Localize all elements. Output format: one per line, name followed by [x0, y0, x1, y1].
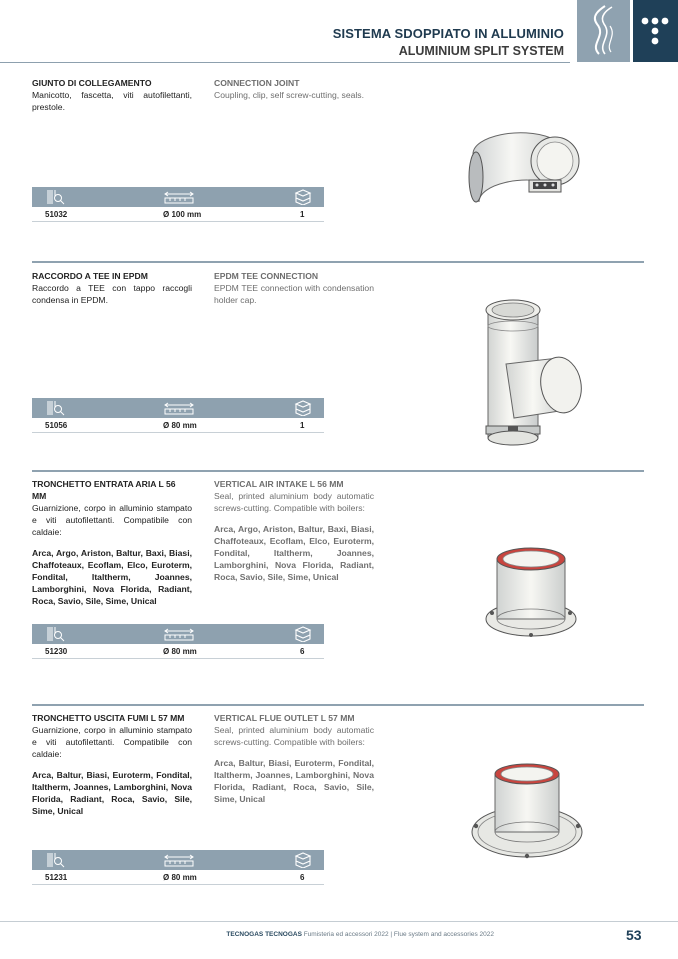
spec-row — [32, 645, 324, 659]
compatible-brands-en: Arca, Argo, Ariston, Baltur, Baxi, Biasi, Chaffoteaux, Ecoflam, Elco, Euroterm, Fondital, Italtherm, Joannes, Lamborghini, Nova Florida, Radiant, Roca, Savio, Sile, Sime, Unical — [214, 524, 374, 582]
product-text-en — [214, 77, 374, 101]
boxes-icon — [294, 852, 312, 868]
product-title-it: GIUNTO DI COLLEGAMENTO — [32, 78, 152, 88]
product-quantity: 6 — [300, 873, 305, 882]
compatible-brands-it: Arca, Argo, Ariston, Baltur, Baxi, Biasi, Chaffoteaux, Ecoflam, Elco, Euroterm, Fondital, Italtherm, Joannes, Lamborghini, Nova Florida, Radiant, Roca, Savio, Sile, Sime, Unical — [32, 548, 192, 606]
barcode-magnifier-icon — [47, 400, 65, 416]
flame-logo-box — [577, 0, 630, 62]
product-text-en — [214, 270, 374, 306]
product-desc-en: Seal, printed aluminium body automatic screws-cutting. Compatible with boilers: — [214, 491, 374, 513]
product-desc-it: Raccordo a TEE con tappo raccogli condensa in EPDM. — [32, 283, 192, 305]
product-title-en: VERTICAL FLUE OUTLET L 57 MM — [214, 713, 355, 723]
product-desc-en: EPDM TEE connection with condensation holder cap. — [214, 283, 374, 305]
smoke-swirl-icon — [577, 0, 630, 62]
product-desc-it: Manicotto, fascetta, viti autofilettanti, prestole. — [32, 90, 192, 112]
product-desc-it: Guarnizione, corpo in alluminio stampato e viti autofilettanti. Compatibile con caldaie: — [32, 725, 192, 759]
product-diameter: Ø 100 mm — [163, 210, 202, 219]
barcode-magnifier-icon — [47, 626, 65, 642]
product-title-en: EPDM TEE CONNECTION — [214, 271, 319, 281]
ruler-icon — [164, 400, 194, 416]
product-text-it — [32, 77, 192, 113]
footer-divider — [0, 921, 678, 922]
spec-row — [32, 871, 324, 885]
barcode-magnifier-icon — [47, 852, 65, 868]
product-quantity: 6 — [300, 647, 305, 656]
product-text-it — [32, 478, 192, 607]
product-desc-it: Guarnizione, corpo in alluminio stampato e viti autofilettanti. Compatibile con caldaie: — [32, 503, 192, 537]
header-title-en: ALUMINIUM SPLIT SYSTEM — [398, 44, 564, 58]
product-code: 51032 — [45, 210, 68, 219]
product-quantity: 1 — [300, 421, 305, 430]
compatible-brands-en: Arca, Baltur, Biasi, Euroterm, Fondital, Italtherm, Joannes, Lamborghini, Nova Florida, Radiant, Roca, Savio, Sile, Sime, Unical — [214, 758, 374, 804]
product-text-it — [32, 270, 192, 306]
header-divider — [0, 62, 570, 63]
spec-header-bar — [32, 624, 324, 644]
footer-caption: Fumisteria ed accessori 2022 | Flue system and accessories 2022 — [301, 931, 494, 938]
page-header — [333, 26, 564, 58]
product-title-it: TRONCHETTO ENTRATA ARIA L 56 MM — [32, 479, 176, 501]
ruler-icon — [164, 852, 194, 868]
footer-brand: TECNOGAS TECNOGAS — [226, 931, 302, 938]
product-diameter: Ø 80 mm — [163, 873, 197, 882]
page-number: 53 — [626, 927, 642, 943]
air-intake-image — [482, 545, 580, 645]
spec-row — [32, 419, 324, 433]
spec-header-bar — [32, 850, 324, 870]
product-title-en: VERTICAL AIR INTAKE L 56 MM — [214, 479, 344, 489]
product-title-it: TRONCHETTO USCITA FUMI L 57 MM — [32, 713, 185, 723]
spec-header-bar — [32, 187, 324, 207]
boxes-icon — [294, 626, 312, 642]
tee-connection-image — [478, 292, 588, 454]
section-divider — [32, 704, 644, 706]
product-desc-en: Coupling, clip, self screw-cutting, seals. — [214, 90, 364, 100]
ruler-icon — [164, 189, 194, 205]
product-title-it: RACCORDO A TEE IN EPDM — [32, 271, 148, 281]
product-desc-en: Seal, printed aluminium body automatic screws-cutting. Compatible with boilers: — [214, 725, 374, 747]
connection-joint-image — [465, 118, 583, 218]
product-code: 51056 — [45, 421, 68, 430]
product-text-it — [32, 712, 192, 817]
brand-logo-box — [633, 0, 678, 62]
flue-outlet-image — [468, 760, 586, 862]
product-diameter: Ø 80 mm — [163, 421, 197, 430]
ruler-icon — [164, 626, 194, 642]
boxes-icon — [294, 189, 312, 205]
compatible-brands-it: Arca, Baltur, Biasi, Euroterm, Fondital, Italtherm, Joannes, Lamborghini, Nova Florida, Radiant, Roca, Savio, Sile, Sime, Unical — [32, 770, 192, 816]
product-text-en — [214, 478, 374, 583]
header-title-it: SISTEMA SDOPPIATO IN ALLUMINIO — [332, 26, 564, 41]
product-diameter: Ø 80 mm — [163, 647, 197, 656]
barcode-magnifier-icon — [47, 189, 65, 205]
product-text-en — [214, 712, 374, 805]
product-code: 51230 — [45, 647, 68, 656]
spec-header-bar — [32, 398, 324, 418]
tecnogas-dots-logo-icon — [633, 0, 678, 62]
boxes-icon — [294, 400, 312, 416]
footer-text — [226, 931, 494, 938]
section-divider — [32, 470, 644, 472]
section-divider — [32, 261, 644, 263]
product-title-en: CONNECTION JOINT — [214, 78, 300, 88]
product-code: 51231 — [45, 873, 68, 882]
spec-row — [32, 208, 324, 222]
product-quantity: 1 — [300, 210, 305, 219]
